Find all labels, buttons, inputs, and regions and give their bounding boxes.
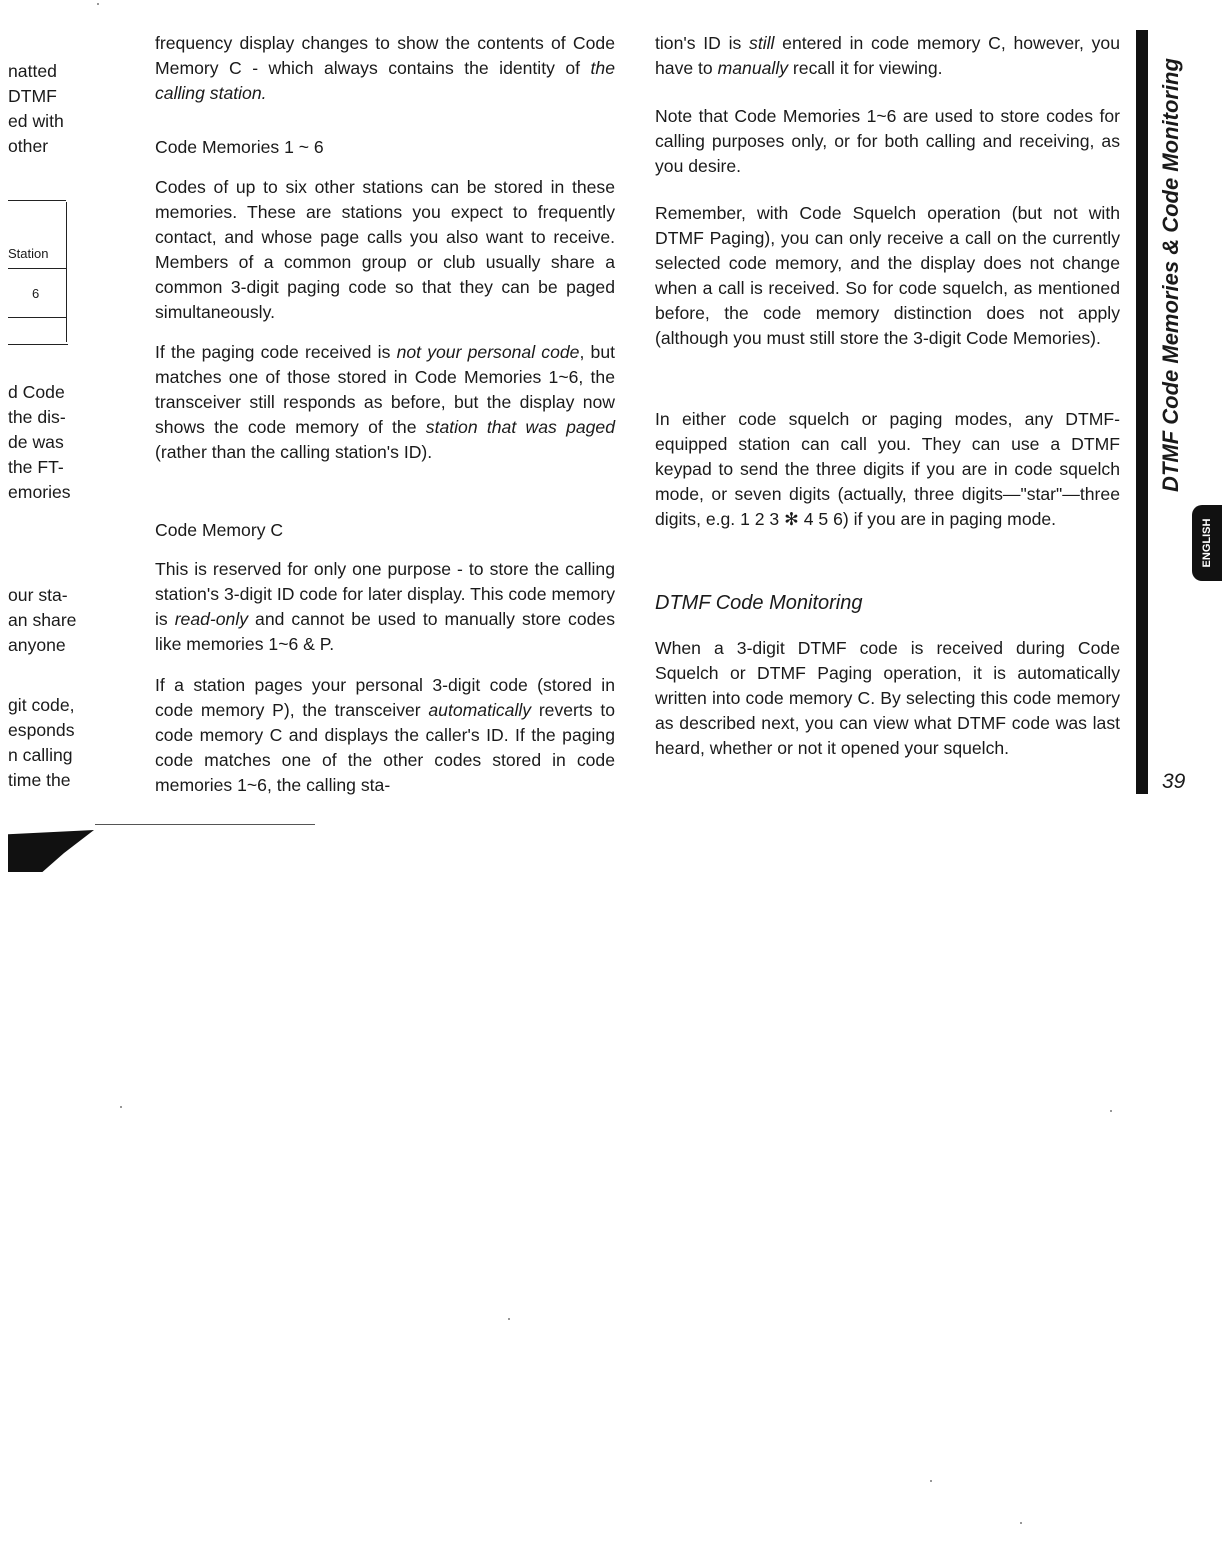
left-fragment: d Code <box>8 382 65 402</box>
left-fragment: emories <box>8 482 71 502</box>
scan-speck <box>508 1318 510 1320</box>
scan-line <box>95 824 315 825</box>
continued-paragraph: tion's ID is still entered in code memory C, however, you have to manually recall it for viewing. <box>655 33 1120 78</box>
either-mode-paragraph: In either code squelch or paging modes, any DTMF-equipped station can call you. They can use a DTMF keypad to send the three digits if you are in code squelch mode, or seven digits (actually, three digits—"star"—three digits, e.g. 1 2 3 ✻ 4 5 6) if you are in paging mode. <box>655 409 1120 529</box>
left-fragment: anyone <box>8 635 66 655</box>
language-tab <box>1192 505 1222 581</box>
left-fragment: git code, <box>8 695 75 715</box>
left-fragment: DTMF <box>8 86 57 106</box>
station-table-fragment <box>8 196 68 351</box>
station-pages-paragraph: If a station pages your personal 3-digit code (stored in code memory P), the transceiver automatically reverts to code memory C and displays the caller's ID. If the paging code matches one of the other codes stored in code memories 1~6, the calling sta- <box>155 675 616 795</box>
code-memory-c-paragraph: This is reserved for only one purpose - to store the calling station's 3-digit ID code for later display. This code memory is read-only and cannot be used to manually store codes like memories 1~6 & P. <box>155 559 616 654</box>
left-fragment: our sta- <box>8 585 68 605</box>
scan-speck <box>97 3 99 5</box>
section-title-vertical: DTMF Code Memories & Code Monitoring <box>1158 58 1183 492</box>
scan-speck <box>1020 1522 1022 1524</box>
remember-paragraph: Remember, with Code Squelch operation (but not with DTMF Paging), you can only receive a call on the currently selected code memory, and the display does not change when a call is received. So for code squelch, as mentioned before, the code memory distinction does not apply (although you must still store the 3-digit Code Memories). <box>655 203 1120 348</box>
language-label: ENGLISH <box>1201 518 1213 568</box>
code-memories-paragraph: Codes of up to six other stations can be stored in these memories. These are stations you expect to frequently contact, and whose page calls you also want to receive. Members of a common group or club usually share a common 3-digit paging code so that they can be paged simultaneously. <box>155 177 615 322</box>
left-fragment: ed with <box>8 111 64 131</box>
left-fragment: the FT- <box>8 457 64 477</box>
paging-code-paragraph: If the paging code received is not your personal code, but matches one of those stored in Code Memories 1~6, the transceiver still responds as before, but the display now shows the code memory of the station that was paged (rather than the calling station's ID). <box>155 342 615 462</box>
intro-paragraph: frequency display changes to show the contents of Code Memory C - which always contains the identity of the calling station. <box>155 33 615 103</box>
heading-dtmf-code-monitoring: DTMF Code Monitoring <box>655 592 863 614</box>
scan-artifact <box>8 830 94 872</box>
heading-code-memories: Code Memories 1 ~ 6 <box>155 137 324 157</box>
left-fragment: de was <box>8 432 64 452</box>
sidebar-bar <box>1136 30 1148 794</box>
heading-code-memory-c: Code Memory C <box>155 520 284 540</box>
monitoring-paragraph: When a 3-digit DTMF code is received during Code Squelch or DTMF Paging operation, it is automatically written into code memory C. By selecting this code memory as described next, you can view what DTMF code was last heard, whether or not it opened your squelch. <box>655 638 1120 758</box>
scan-speck <box>930 1480 932 1482</box>
page-number: 39 <box>1162 770 1186 793</box>
note-paragraph: Note that Code Memories 1~6 are used to store codes for calling purposes only, or for both calling and receiving, as you desire. <box>655 106 1120 176</box>
left-fragment: natted <box>8 61 57 81</box>
station-value: 6 <box>32 286 40 301</box>
left-fragment: time the <box>8 770 71 790</box>
left-fragment: an share <box>8 610 77 630</box>
station-label: Station <box>8 246 49 261</box>
left-fragment: n calling <box>8 745 73 765</box>
left-fragment: esponds <box>8 720 75 740</box>
left-fragment: other <box>8 136 49 156</box>
scan-speck <box>1110 1110 1112 1112</box>
left-fragment: the dis- <box>8 407 66 427</box>
scan-speck <box>120 1106 122 1108</box>
